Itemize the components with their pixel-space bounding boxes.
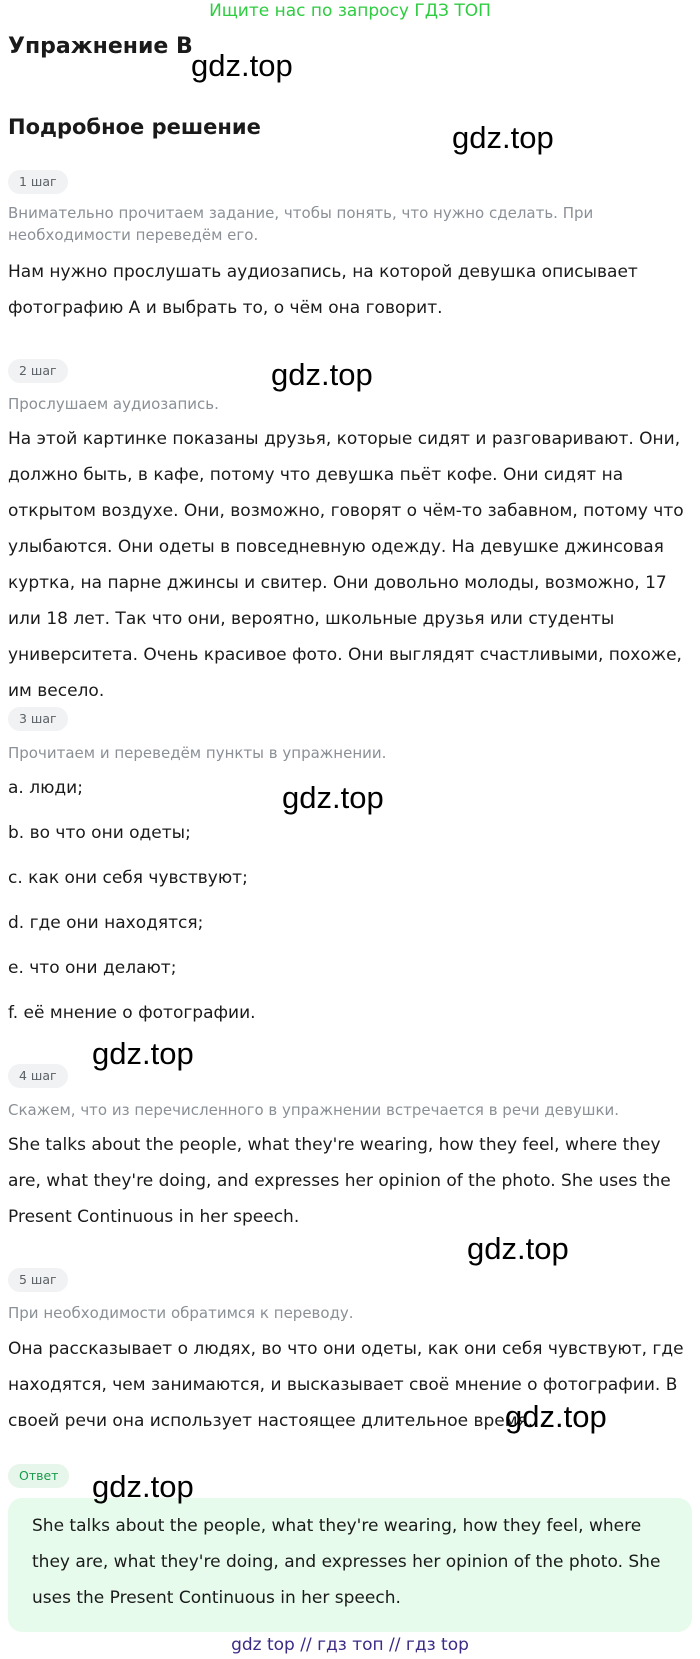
- footer-links[interactable]: gdz top // гдз топ // гдз top: [231, 1635, 469, 1655]
- solution-title: Подробное решение: [8, 115, 261, 139]
- answer-box: [8, 1498, 692, 1632]
- list-item: c. как они себя чувствуют;: [8, 868, 248, 888]
- list-item: d. где они находятся;: [8, 913, 204, 933]
- step-hint: Прочитаем и переведём пункты в упражнении.: [8, 744, 387, 762]
- step-text: Она рассказывает о людях, во что они одеты, как они себя чувствуют, где находятся, чем занимаются, и высказывает своё мнение о фотографии. В своей речи она использует настоящее длительное время.: [8, 1339, 684, 1431]
- answer-badge: Ответ: [8, 1464, 69, 1488]
- step-text: Нам нужно прослушать аудиозапись, на которой девушка описывает фотографию A и выбрать то, о чём она говорит.: [8, 262, 638, 318]
- step-badge: 1 шаг: [8, 170, 68, 194]
- step-hint: При необходимости обратимся к переводу.: [8, 1304, 354, 1322]
- search-banner: Ищите нас по запросу ГДЗ ТОП: [209, 1, 491, 21]
- watermark: gdz.top: [452, 120, 554, 155]
- watermark: gdz.top: [92, 1036, 194, 1071]
- watermark: gdz.top: [191, 48, 293, 83]
- answer-text: She talks about the people, what they're wearing, how they feel, where they are, what they're doing, and expresses her opinion of the photo. She uses the Present Continuous in her speech.: [32, 1516, 661, 1608]
- step-text: She talks about the people, what they're wearing, how they feel, where they are, what they're doing, and expresses her opinion of the photo. She uses the Present Continuous in her speech.: [8, 1135, 671, 1227]
- step-hint: Внимательно прочитаем задание, чтобы понять, что нужно сделать. При необходимости переведём его.: [8, 204, 594, 244]
- step-badge: 5 шаг: [8, 1268, 68, 1292]
- exercise-title: Упражнение B: [8, 34, 193, 59]
- watermark: gdz.top: [505, 1399, 607, 1434]
- list-item: f. её мнение о фотографии.: [8, 1003, 256, 1023]
- step-hint: Скажем, что из перечисленного в упражнении встречается в речи девушки.: [8, 1101, 620, 1119]
- step-badge: 2 шаг: [8, 359, 68, 383]
- watermark: gdz.top: [92, 1469, 194, 1504]
- watermark: gdz.top: [282, 780, 384, 815]
- list-item: e. что они делают;: [8, 958, 177, 978]
- step-hint: Прослушаем аудиозапись.: [8, 395, 219, 413]
- watermark: gdz.top: [467, 1231, 569, 1266]
- watermark: gdz.top: [271, 357, 373, 392]
- step-badge: 4 шаг: [8, 1064, 68, 1088]
- list-item: a. люди;: [8, 778, 83, 798]
- step-text: На этой картинке показаны друзья, которые сидят и разговаривают. Они, должно быть, в кафе, потому что девушка пьёт кофе. Они сидят на открытом воздухе. Они, возможно, говорят о чём-то забавном, потому что улыбаются. Они одеты в повседневную одежду. На девушке джинсовая куртка, на парне джинсы и свитер. Они довольно молоды, возможно, 17 или 18 лет. Так что они, вероятно, школьные друзья или студенты университета. Очень красивое фото. Они выглядят счастливыми, похоже, им весело.: [8, 429, 684, 701]
- step-badge: 3 шаг: [8, 707, 68, 731]
- list-item: b. во что они одеты;: [8, 823, 191, 843]
